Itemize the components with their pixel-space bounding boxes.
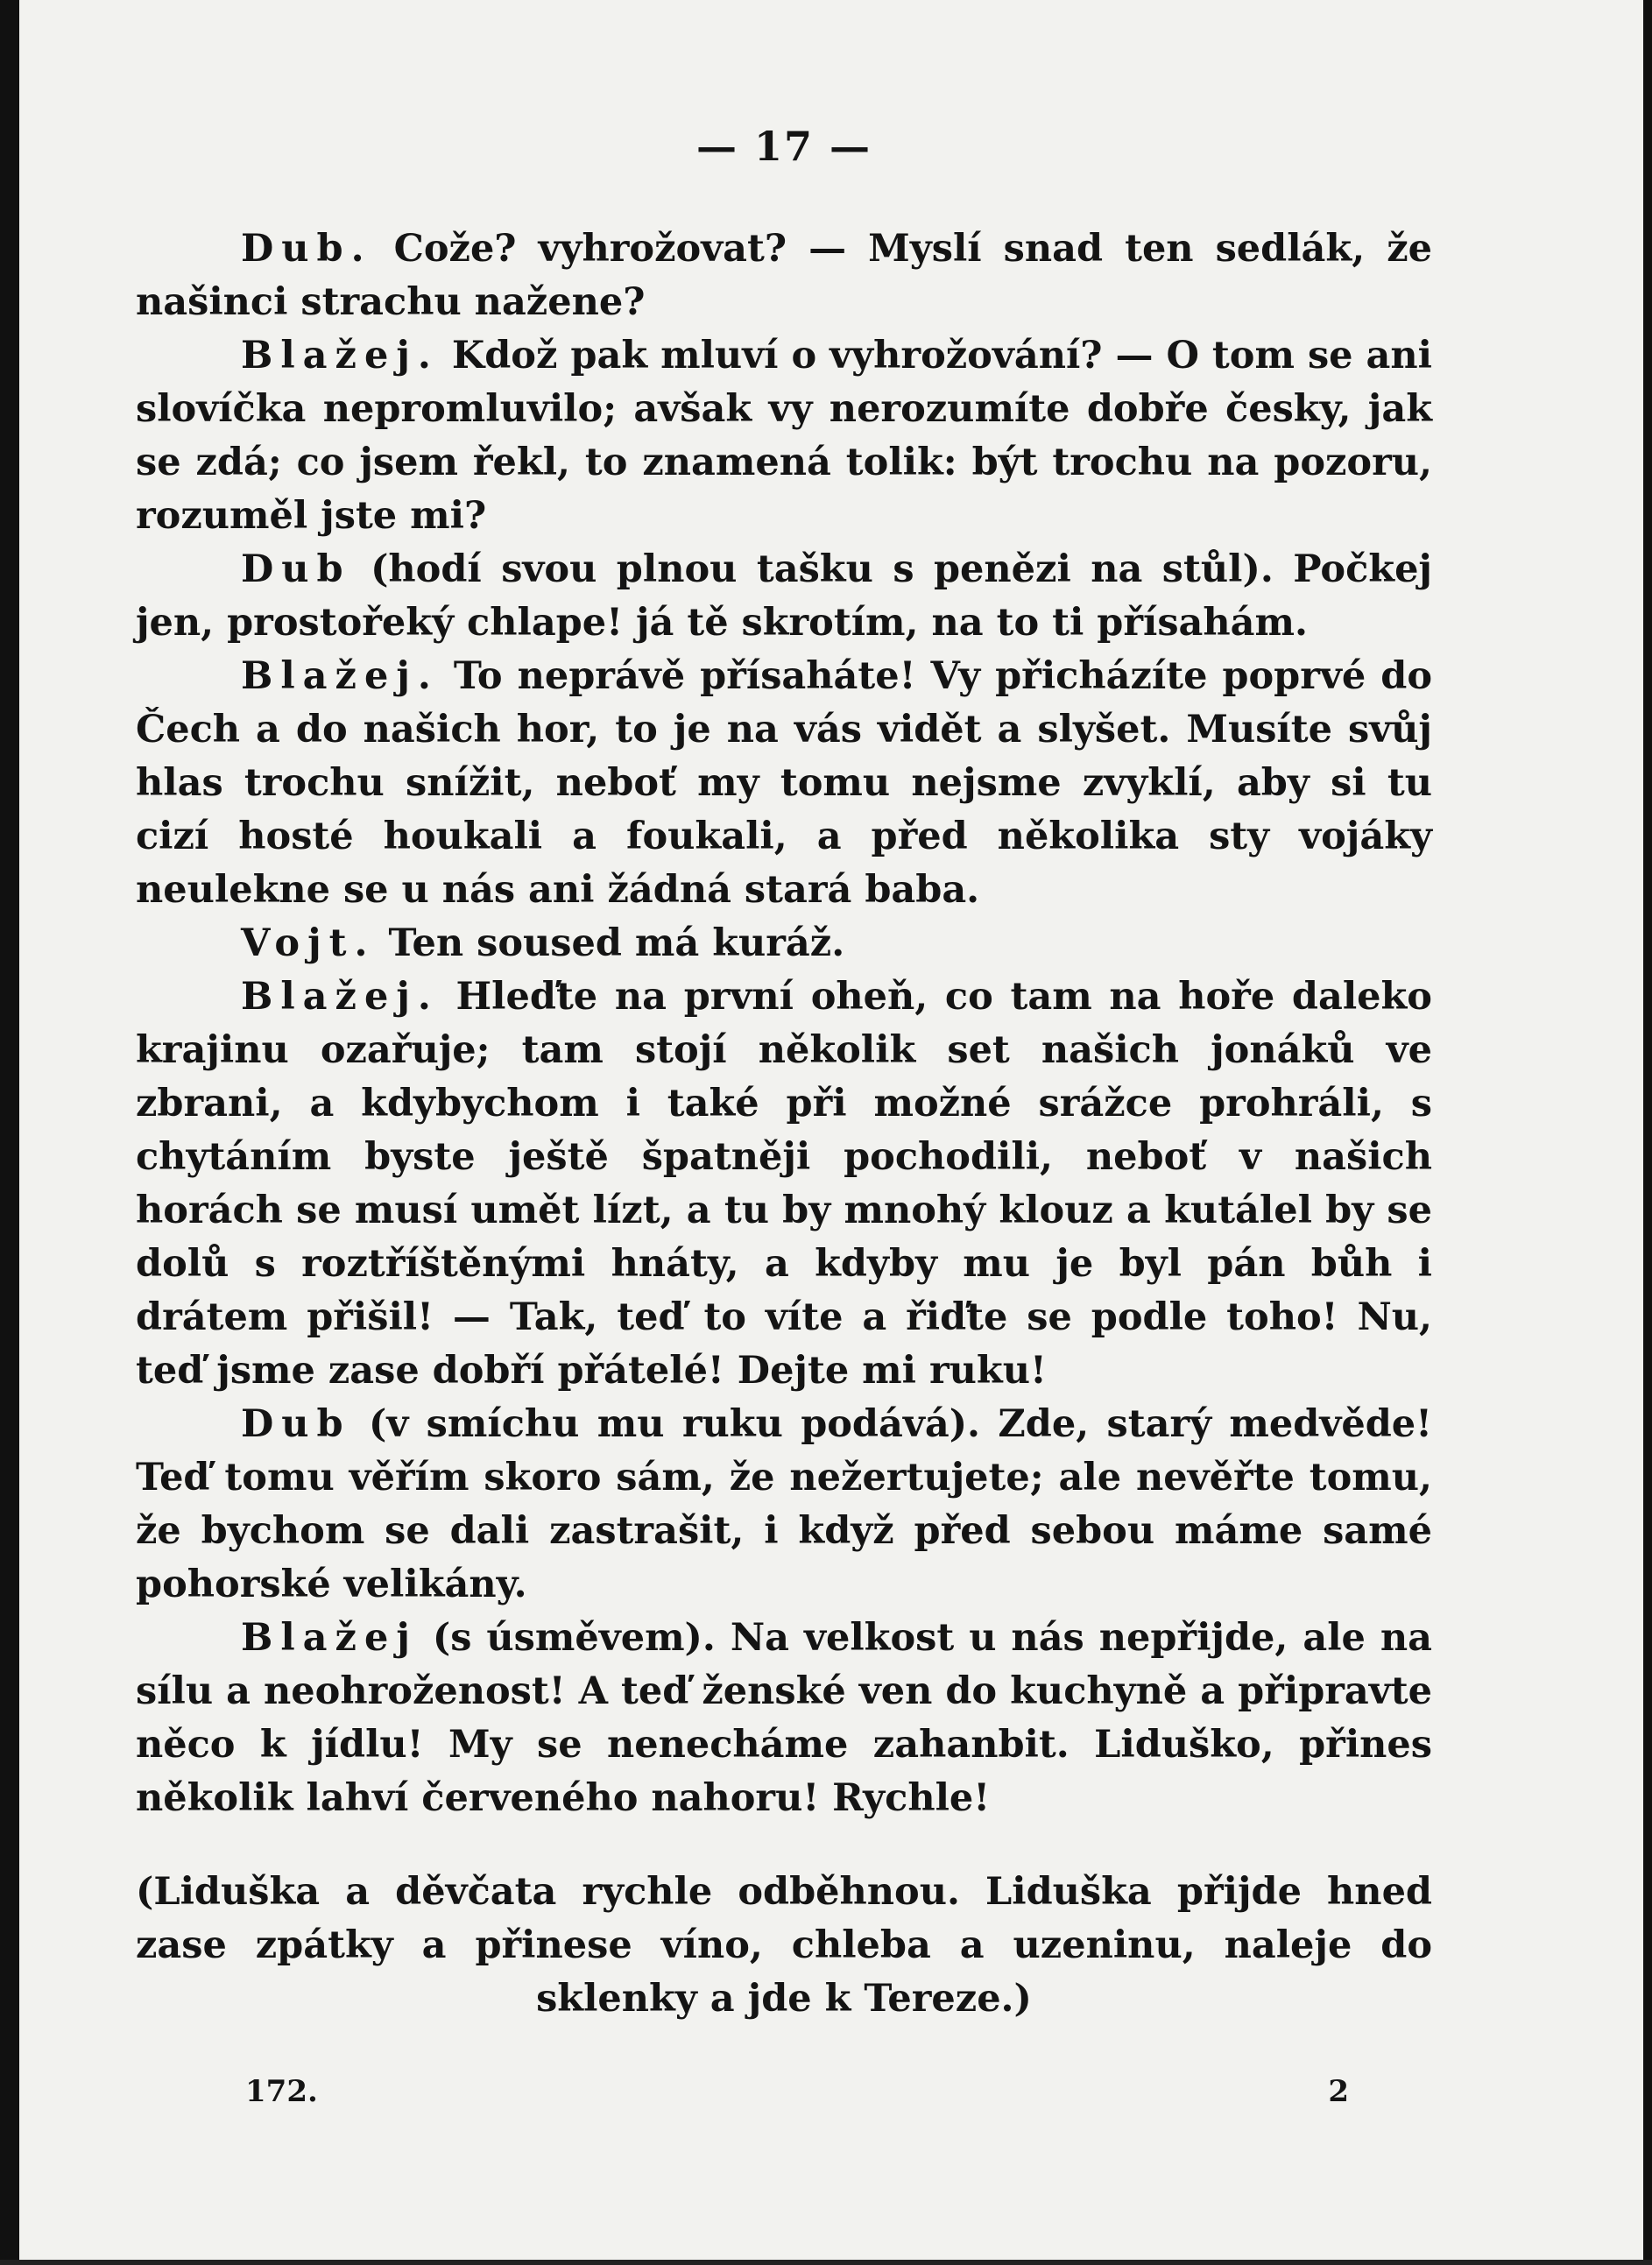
dialogue-text bbox=[136, 222, 1432, 1825]
dialogue-paragraph bbox=[136, 650, 1432, 917]
speaker-name: Vojt. bbox=[241, 921, 376, 965]
speaker-name: Dub bbox=[241, 1402, 351, 1446]
dialogue-line: (hodí svou plnou tašku s penězi na stůl). Počkej jen, prostořeký chlape! já tě skrotím, na to ti přísahám. bbox=[136, 547, 1432, 645]
scan-bottom-edge bbox=[0, 2260, 1652, 2265]
dialogue-line: (v smíchu mu ruku podává). Zde, starý medvěde! Teď tomu věřím skoro sám, že nežertujete; ale nevěřte tomu, že bychom se dali zastrašit, i když před sebou máme samé pohorské velikány. bbox=[136, 1402, 1432, 1606]
signature-mark-left: 172. bbox=[245, 2074, 318, 2109]
dialogue-line: Hleďte na první oheň, co tam na hoře daleko krajinu ozařuje; tam stojí několik set našich jonáků ve zbrani, a kdybychom i také při možné srážce prohráli, s chytáním byste ještě špatněji pochodili, neboť v našich horách se musí umět lízt, a tu by mnohý klouz a kutálel by se dolů s roztříštěnými hnáty, a kdyby mu je byl pán bůh i drátem přišil! — Tak, teď to víte a řiďte se podle toho! Nu, teď jsme zase dobří přátelé! Dejte mi ruku! bbox=[136, 975, 1432, 1393]
dialogue-line: Cože? vyhrožovat? — Myslí snad ten sedlák, že našinci strachu nažene? bbox=[136, 227, 1432, 324]
dialogue-paragraph bbox=[136, 1612, 1432, 1825]
dialogue-line: To neprávě přísaháte! Vy přicházíte poprvé do Čech a do našich hor, to je na vás vidět a slyšet. Musíte svůj hlas trochu snížit, neboť my tomu nejsme zvyklí, aby si tu cizí hosté houkali a foukali, a před několika sty vojáky neulekne se u nás ani žádná stará baba. bbox=[136, 654, 1432, 912]
stage-direction: (Liduška a děvčata rychle odběhnou. Liduška přijde hned zase zpátky a přinese víno, chleba a uzeninu, naleje do sklenky a jde k Tereze.) bbox=[136, 1870, 1432, 2021]
dialogue-paragraph bbox=[136, 970, 1432, 1398]
signature-mark-right: 2 bbox=[1328, 2074, 1349, 2109]
speaker-name: Blažej. bbox=[241, 334, 439, 378]
speaker-name: Blažej. bbox=[241, 654, 439, 698]
dialogue-paragraph bbox=[136, 543, 1432, 650]
page-body bbox=[136, 123, 1432, 2026]
scan-right-edge bbox=[1643, 0, 1652, 2265]
dialogue-paragraph bbox=[136, 917, 1432, 970]
dialogue-paragraph bbox=[136, 329, 1432, 543]
page-number: — 17 — bbox=[695, 123, 872, 170]
speaker-name: Blažej. bbox=[241, 975, 439, 1019]
dialogue-line: (s úsměvem). Na velkost u nás nepřijde, ale na sílu a neohroženost! A teď ženské ven do kuchyně a připravte něco k jídlu! My se nenecháme zahanbit. Liduško, přines několik lahví červeného nahoru! Rychle! bbox=[136, 1616, 1432, 1820]
speaker-name: Dub bbox=[241, 547, 351, 591]
speaker-name: Dub. bbox=[241, 227, 372, 271]
speaker-name: Blažej bbox=[241, 1616, 418, 1660]
dialogue-paragraph bbox=[136, 1398, 1432, 1612]
scan-left-edge bbox=[0, 0, 19, 2265]
dialogue-paragraph bbox=[136, 222, 1432, 329]
dialogue-line: Kdož pak mluví o vyhrožování? — O tom se ani slovíčka nepromluvilo; avšak vy nerozumíte dobře česky, jak se zdá; co jsem řekl, to znamená tolik: být trochu na pozoru, rozuměl jste mi? bbox=[136, 334, 1432, 538]
dialogue-line: Ten soused má kuráž. bbox=[375, 921, 845, 965]
